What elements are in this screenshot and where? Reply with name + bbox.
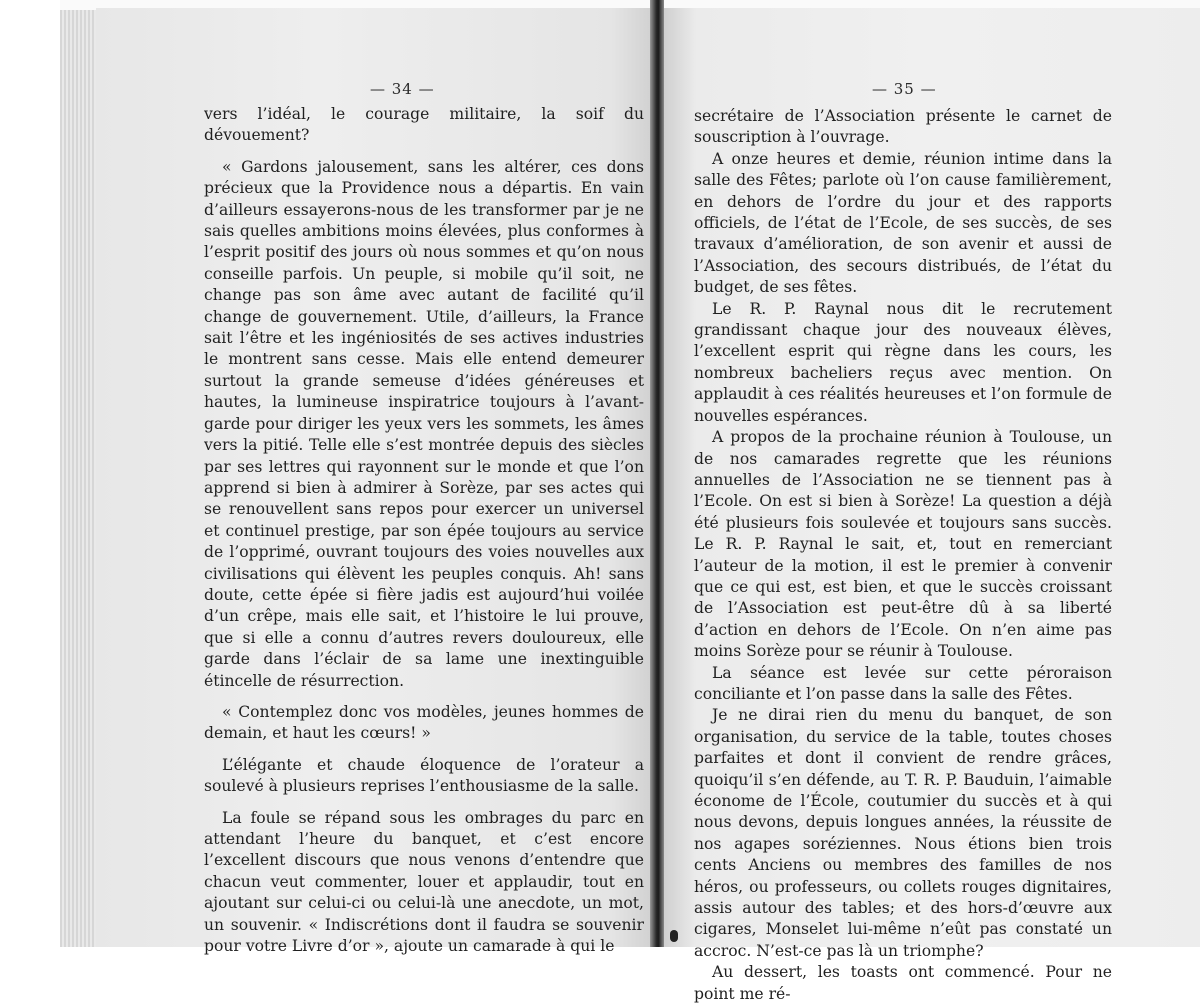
paragraph: Au dessert, les toasts ont commencé. Pour ne point me ré- bbox=[694, 963, 1112, 1003]
page-number: — 34 — bbox=[370, 80, 435, 98]
paragraph: vers l’idéal, le courage militaire, la soif du dévouement? bbox=[204, 105, 644, 145]
paragraph: A propos de la prochaine réunion à Toulouse, un de nos camarades regrette que les réunions annuelles de l’Association ne se tiennent pas à l’Ecole. On est si bien à Sorèze! La question a déjà été plusieurs fois soulevée et toujours sans succès. Le R. P. Raynal le sait, et, tout en remerciant l’auteur de la motion, il est le premier à convenir que ce qui est, est bien, et que le succès croissant de l’Association est peut-être dû à sa liberté d’action en dehors de l’Ecole. On n’en aime pas moins Sorèze pour se réunir à Toulouse. bbox=[694, 428, 1112, 661]
paragraph: La foule se répand sous les ombrages du parc en attendant l’heure du banquet, et c’est encore l’excellent discours que nous venons d’entendre que chacun veut commenter, louer et applaudir, tout en ajoutant sur celui-ci ou celui-là une anecdote, un mot, un souvenir. « Indiscrétions dont il faudra se souvenir pour votre Livre d’or », ajoute un camarade à qui le bbox=[204, 808, 644, 956]
paragraph: Je ne dirai rien du menu du banquet, de son organisation, du service de la table, toutes choses parfaites et dont il convient de rendre grâces, quoiqu’il s’en défende, au T. R. P. Bauduin, l’aimable économe de l’École, coutumier du succès et à qui nous devons, depuis longues années, la réussite de nos agapes soréziennes. Nous étions bien trois cents Anciens ou membres des familles de nos héros, ou professeurs, ou collets rouges dignitaires, assis autour des tables; et des hors-d’œuvre aux cigares, Monselet lui-même n’eût pas constaté un accroc. N’est-ce pas là un triomphe? bbox=[694, 706, 1112, 960]
paragraph: secrétaire de l’Association présente le carnet de souscription à l’ouvrage. bbox=[694, 107, 1112, 147]
book-gutter bbox=[650, 0, 664, 947]
paragraph: Le R. P. Raynal nous dit le recrutement grandissant chaque jour des nouveaux élèves, l’excellent esprit qui règne dans les cours, les nombreux bacheliers reçus avec mention. On applaudit à ces réalités heureuses et l’on formule de nouvelles espérances. bbox=[694, 299, 1112, 425]
paragraph: L’élégante et chaude éloquence de l’orateur a soulevé à plusieurs reprises l’enthousiasme de la salle. bbox=[204, 755, 644, 796]
ink-mark bbox=[670, 930, 678, 942]
page-number: — 35 — bbox=[872, 80, 937, 98]
page-edges bbox=[60, 10, 100, 947]
paragraph: « Contemplez donc vos modèles, jeunes hommes de demain, et haut les cœurs! » bbox=[204, 702, 644, 743]
paragraph: La séance est levée sur cette péroraison conciliante et l’on passe dans la salle des Fêtes. bbox=[694, 663, 1112, 703]
right-page-text bbox=[694, 106, 1112, 1005]
paragraph: A onze heures et demie, réunion intime dans la salle des Fêtes; parlote où l’on cause familièrement, en dehors de l’ordre du jour et des rapports officiels, de l’état de l’Ecole, de ses succès, de ses travaux d’amélioration, de son avenir et aussi de l’Association, des secours distribués, de l’état du budget, de ses fêtes. bbox=[694, 149, 1112, 297]
left-page-text bbox=[204, 104, 644, 967]
scan-margin bbox=[0, 0, 60, 947]
paragraph: « Gardons jalousement, sans les altérer, ces dons précieux que la Providence nous a départis. En vain d’ailleurs essayerons-nous de les transformer par je ne sais quelles ambitions moins élevées, plus conformes à l’esprit positif des jours où nous sommes et qu’on nous conseille parfois. Un peuple, si mobile qu’il soit, ne change pas son âme avec autant de facilité qu’il change de gouvernement. Utile, d’ailleurs, la France sait l’être et les ingéniosités de ses actives industries le montrent sans cesse. Mais elle entend demeurer surtout la grande semeuse d’idées généreuses et hautes, la lumineuse inspiratrice toujours à l’avant-garde pour diriger les yeux vers les sommets, les âmes vers la pitié. Telle elle s’est montrée depuis des siècles par ses lettres qui rayonnent sur le monde et que l’on apprend si bien à admirer à Sorèze, par ses actes qui se renouvellent sans repos pour exercer un universel et continuel prestige, par son épée toujours au service de l’opprimé, ouvrant toujours des voies nouvelles aux civilisations qui élèvent les peuples conquis. Ah! sans doute, cette épée si fière jadis est aujourd’hui voilée d’un crêpe, mais elle sait, et l’histoire le lui prouve, que si elle a connu d’autres revers douloureux, elle garde dans l’éclair de sa lame une inextinguible étincelle de résurrection. bbox=[204, 157, 644, 690]
right-page bbox=[664, 8, 1200, 1003]
left-page bbox=[96, 8, 656, 956]
